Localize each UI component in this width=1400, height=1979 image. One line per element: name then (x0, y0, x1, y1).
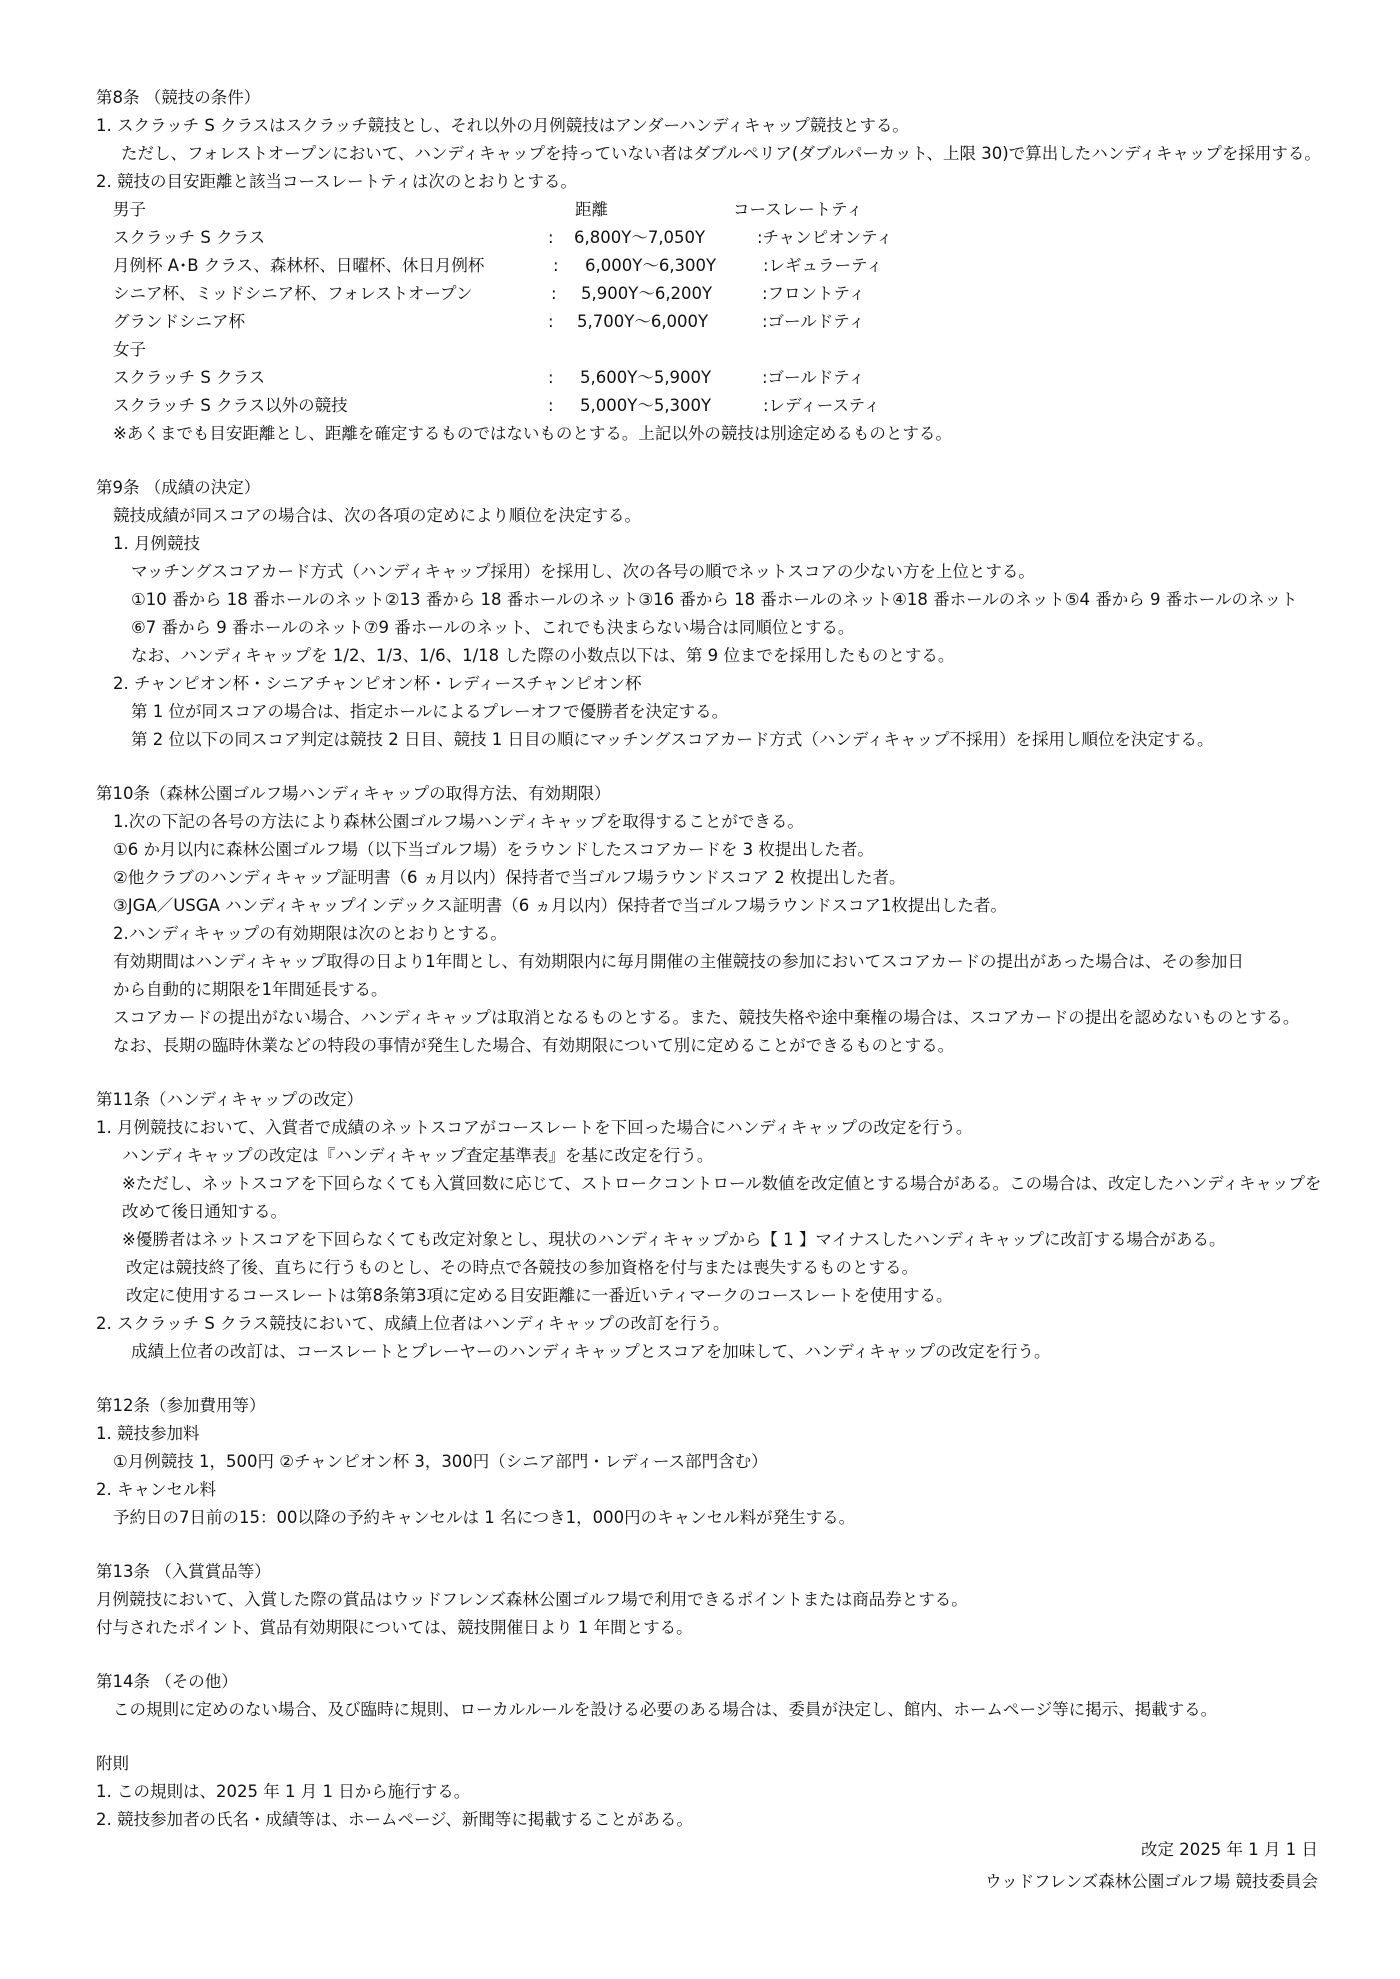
article-14-heading: 第14条 （その他） (96, 1672, 238, 1691)
article-9-heading: 第9条 （成績の決定） (96, 478, 261, 497)
article-11-clause-2: 2. スクラッチ S クラス競技において、成績上位者はハンディキャップの改訂を行う。 (96, 1314, 730, 1333)
table-row-colon: : (548, 396, 554, 415)
article-9-item-1-order-cont: ⑥7 番から 9 番ホールのネット⑦9 番ホールのネット、これでも決まらない場合は同順位とする。 (131, 618, 855, 637)
female-label: 女子 (113, 340, 146, 359)
table-row-tee: :フロントティ (762, 284, 866, 303)
article-9-intro: 競技成績が同スコアの場合は、次の各項の定めにより順位を決定する。 (113, 506, 641, 525)
article-9-item-1-note: なお、ハンディキャップを 1/2、1/3、1/6、1/18 した際の小数点以下は、第 9 位までを採用したものとする。 (131, 646, 955, 665)
table-row-colon: : (553, 256, 559, 275)
article-10-clause-1: 1.次の下記の各号の方法により森林公園ゴルフ場ハンディキャップを取得することができる。 (113, 812, 804, 831)
article-8-clause-1: 1. スクラッチ S クラスはスクラッチ競技とし、それ以外の月例競技はアンダーハンディキャップ競技とする。 (96, 116, 909, 135)
table-row-tee: :チャンピオンティ (757, 228, 893, 247)
article-14-text: この規則に定めのない場合、及び臨時に規則、ローカルルールを設ける必要のある場合は、委員が決定し、館内、ホームページ等に掲示、掲載する。 (113, 1700, 1218, 1719)
article-13-validity: 付与されたポイント、賞品有効期限については、競技開催日より 1 年間とする。 (96, 1618, 693, 1637)
table-row-name: グランドシニア杯 (113, 312, 245, 331)
table-row-colon: : (551, 284, 557, 303)
article-10-item-2: ②他クラブのハンディキャップ証明書（6 ヵ月以内）保持者で当ゴルフ場ラウンドスコア 2 枚提出した者。 (113, 868, 906, 887)
article-10-cancel: スコアカードの提出がない場合、ハンディキャップは取消となるものとする。また、競技失格や途中棄権の場合は、スコアカードの提出を認めないものとする。 (113, 1008, 1300, 1027)
article-9-item-1: 1. 月例競技 (113, 534, 200, 553)
article-13-heading: 第13条 （入賞賞品等） (96, 1562, 271, 1581)
supplementary-heading: 附則 (96, 1754, 129, 1773)
revision-date: 改定 2025 年 1 月 1 日 (1141, 1840, 1318, 1859)
table-row-distance: 6,800Y～7,050Y (574, 228, 706, 247)
article-11-note-2: ※優勝者はネットスコアを下回らなくても改定対象とし、現状のハンディキャップから【 1 】マイナスしたハンディキャップに改訂する場合がある。 (122, 1230, 1226, 1249)
article-10-validity-cont: から自動的に期限を1年間延長する。 (113, 980, 388, 999)
table-row-name: スクラッチ S クラス以外の競技 (113, 396, 348, 415)
article-12-fees: ①月例競技 1，500円 ②チャンピオン杯 3，300円（シニア部門・レディース部門含む） (113, 1452, 768, 1471)
article-12-heading: 第12条（参加費用等） (96, 1396, 266, 1415)
committee-signature: ウッドフレンズ森林公園ゴルフ場 競技委員会 (985, 1872, 1318, 1891)
article-9-item-2-text-2: 第 2 位以下の同スコア判定は競技 2 日目、競技 1 日目の順にマッチングスコアカード方式（ハンディキャップ不採用）を採用し順位を決定する。 (131, 730, 1214, 749)
article-10-clause-2: 2.ハンディキャップの有効期限は次のとおりとする。 (113, 924, 507, 943)
supplementary-item-2: 2. 競技参加者の氏名・成績等は、ホームページ、新聞等に掲載することがある。 (96, 1810, 693, 1829)
article-11-clause-1: 1. 月例競技において、入賞者で成績のネットスコアがコースレートを下回った場合にハンディキャップの改定を行う。 (96, 1118, 973, 1137)
male-label: 男子 (113, 200, 146, 219)
table-row-tee: :レディースティ (763, 396, 881, 415)
table-row-distance: 5,000Y～5,300Y (580, 396, 712, 415)
article-8-clause-1-proviso: ただし、フォレストオープンにおいて、ハンディキャップを持っていない者はダブルペリア(ダブルパーカット、上限 30)で算出したハンディキャップを採用する。 (121, 144, 1321, 163)
table-row-name: スクラッチ S クラス (113, 368, 266, 387)
article-13-prizes: 月例競技において、入賞した際の賞品はウッドフレンズ森林公園ゴルフ場で利用できるポイントまたは商品券とする。 (96, 1590, 968, 1609)
table-row-tee: :ゴールドティ (762, 368, 865, 387)
distance-column-header: 距離 (575, 200, 608, 219)
table-row-colon: : (548, 312, 554, 331)
table-row-distance: 5,900Y～6,200Y (581, 284, 713, 303)
article-10-item-1: ①6 か月以内に森林公園ゴルフ場（以下当ゴルフ場）をラウンドしたスコアカードを 3 枚提出した者。 (113, 840, 874, 859)
table-row-name: 月例杯 A･B クラス、森林杯、日曜杯、休日月例杯 (113, 256, 485, 275)
article-11-clause-2-text: 成績上位者の改訂は、コースレートとプレーヤーのハンディキャップとスコアを加味して、ハンディキャップの改定を行う。 (131, 1342, 1051, 1361)
article-12-cancel-fee: 予約日の7日前の15：00以降の予約キャンセルは 1 名につき1，000円のキャンセル料が発生する。 (113, 1508, 856, 1527)
article-11-note-1: ※ただし、ネットスコアを下回らなくても入賞回数に応じて、ストロークコントロール数値を改定値とする場合がある。この場合は、改定したハンディキャップを (122, 1174, 1322, 1193)
table-row-distance: 6,000Y～6,300Y (585, 256, 717, 275)
article-8-heading: 第8条 （競技の条件） (96, 88, 261, 107)
tee-column-header: コースレートティ (733, 200, 863, 219)
article-9-item-1-order: ①10 番から 18 番ホールのネット②13 番から 18 番ホールのネット③16 番から 18 番ホールのネット④18 番ホールのネット⑤4 番から 9 番ホールのネット (131, 590, 1298, 609)
table-row-tee: :レギュラーティ (763, 256, 883, 275)
article-12-clause-1: 1. 競技参加料 (96, 1424, 200, 1443)
table-row-distance: 5,600Y～5,900Y (580, 368, 712, 387)
article-11-course-rate: 改定に使用するコースレートは第8条第3項に定める目安距離に一番近いティマークのコースレートを使用する。 (126, 1286, 953, 1305)
article-9-item-2-text: 第 1 位が同スコアの場合は、指定ホールによるプレーオフで優勝者を決定する。 (131, 702, 729, 721)
article-11-timing: 改定は競技終了後、直ちに行うものとし、その時点で各競技の参加資格を付与または喪失するものとする。 (126, 1258, 918, 1277)
article-8-note: ※あくまでも目安距離とし、距離を確定するものではないものとする。上記以外の競技は別途定めるものとする。 (113, 424, 952, 443)
table-row-distance: 5,700Y～6,000Y (577, 312, 709, 331)
article-11-note-1-cont: 改めて後日通知する。 (122, 1202, 287, 1221)
table-row-colon: : (548, 368, 554, 387)
table-row-name: シニア杯、ミッドシニア杯、フォレストオープン (113, 284, 473, 303)
supplementary-item-1: 1. この規則は、2025 年 1 月 1 日から施行する。 (96, 1782, 471, 1801)
article-10-validity: 有効期間はハンディキャップ取得の日より1年間とし、有効期限内に毎月開催の主催競技の参加においてスコアカードの提出があった場合は、その参加日 (113, 952, 1244, 971)
table-row-colon: : (548, 228, 554, 247)
article-11-heading: 第11条（ハンディキャップの改定） (96, 1090, 364, 1109)
article-8-clause-2: 2. 競技の目安距離と該当コースレートティは次のとおりとする。 (96, 172, 577, 191)
article-9-item-1-text: マッチングスコアカード方式（ハンディキャップ採用）を採用し、次の各号の順でネットスコアの少ない方を上位とする。 (131, 562, 1035, 581)
article-11-basis: ハンディキャップの改定は『ハンディキャップ査定基準表』を基に改定を行う。 (122, 1146, 714, 1165)
article-9-item-2: 2. チャンピオン杯・シニアチャンピオン杯・レディースチャンピオン杯 (113, 674, 642, 693)
article-10-item-3: ③JGA／USGA ハンディキャップインデックス証明書（6 ヵ月以内）保持者で当ゴルフ場ラウンドスコア1枚提出した者。 (113, 896, 1007, 915)
article-12-clause-2: 2. キャンセル料 (96, 1480, 216, 1499)
article-10-exception: なお、長期の臨時休業などの特段の事情が発生した場合、有効期限について別に定めることができるものとする。 (113, 1036, 955, 1055)
table-row-name: スクラッチ S クラス (113, 228, 266, 247)
article-10-heading: 第10条（森林公園ゴルフ場ハンディキャップの取得方法、有効期限） (96, 784, 611, 803)
table-row-tee: :ゴールドティ (762, 312, 865, 331)
